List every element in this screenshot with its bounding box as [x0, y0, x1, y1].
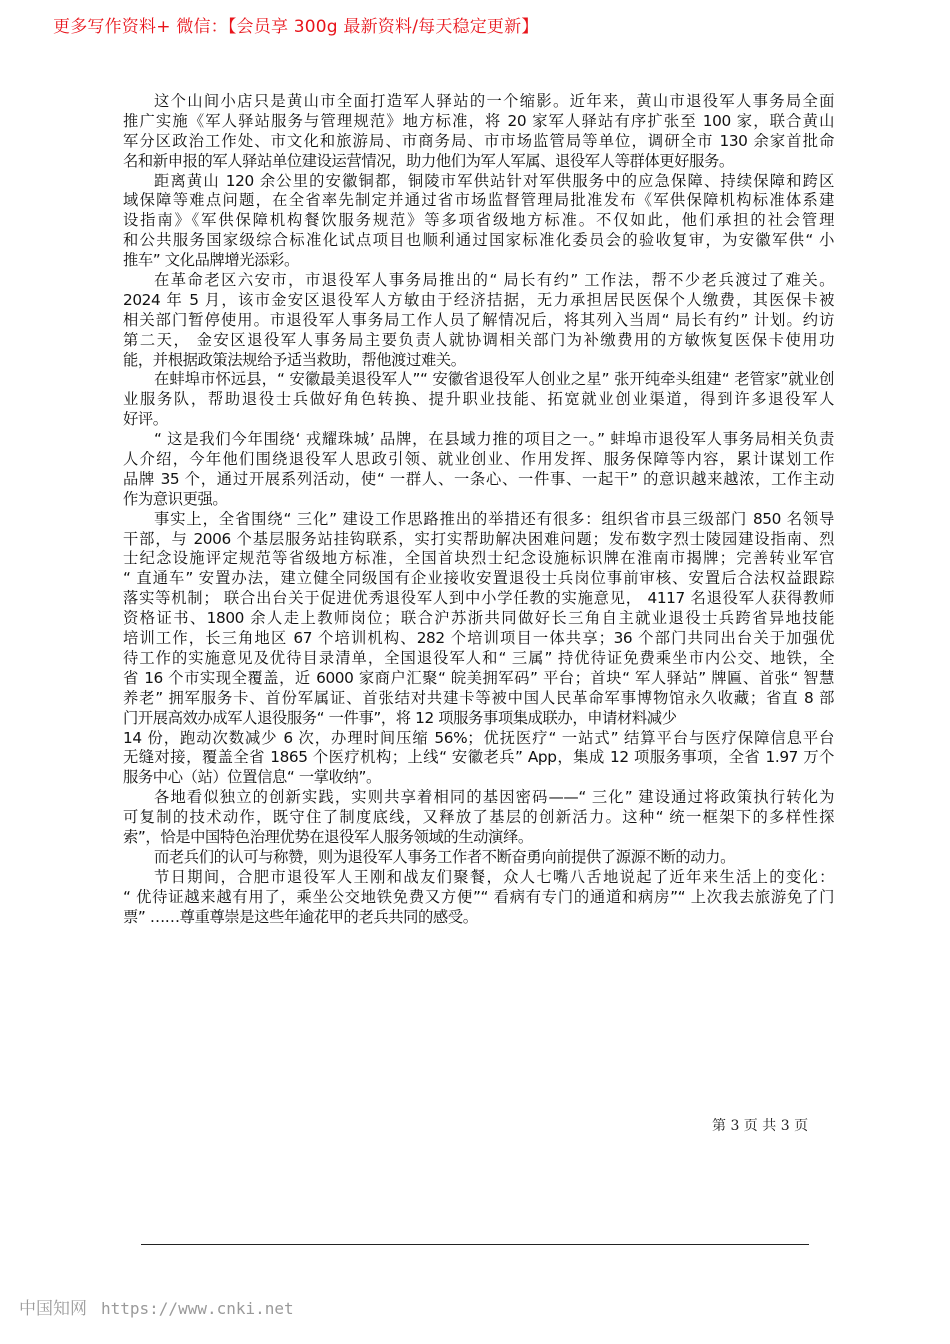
paragraph-line: 省 16 个市实现全覆盖，近 6000 家商户汇聚“ 皖美拥军码” 平台；首块“ 军人驿站” 牌匾、首张“ 智慧: [123, 668, 834, 687]
paragraph: [123, 271, 834, 370]
paragraph: [123, 510, 834, 788]
paragraph-line: 干部，与 2006 个基层服务站挂钩联系，实打实帮助解决困难问题；发布数字烈士陵园建设指南、烈: [123, 529, 834, 548]
paragraph-line: 无缝对接，覆盖全省 1865 个医疗机构；上线“ 安徽老兵” App，集成 12 项服务事项，全省 1.97 万个: [123, 748, 834, 767]
paragraph-line: 这个山间小店只是黄山市全面打造军人驿站的一个缩影。近年来，黄山市退役军人事务局全面: [154, 92, 834, 110]
paragraph: [123, 430, 834, 510]
footer-url[interactable]: https://www.cnki.net: [101, 1299, 294, 1318]
paragraph-line: 军分区政治工作处、市文化和旅游局、市商务局、市市场监管局等单位，调研全市 130 余家首批命: [123, 131, 834, 150]
paragraph-line: “ 优待证越来越有用了，乘坐公交地铁免费又方便”“ 看病有专门的通道和病房”“ 上次我去旅游免了门: [123, 887, 834, 906]
promo-banner: 更多写作资料+ 微信：【会员享 300g 最新资料/每天稳定更新】: [53, 17, 539, 37]
paragraph-line: “ 直通车” 安置办法，建立健全同级国有企业接收安置退役士兵岗位事前审核、安置后合法权益跟踪: [123, 569, 834, 588]
paragraph-line: 人介绍，今年他们围绕退役军人思政引领、就业创业、作用发挥、服务保障等内容，累计谋划工作: [123, 450, 834, 469]
paragraph-line: 相关部门暂停使用。市退役军人事务局工作人员了解情况后，将其列入当周“ 局长有约” 计划。约访: [123, 310, 834, 329]
paragraph-line: 名和新申报的军人驿站单位建设运营情况，助力他们为军人军属、退役军人等群体更好服务。: [123, 151, 734, 170]
article-body: [123, 92, 834, 927]
paragraph-line: 域保障等难点问题，在全省率先制定并通过省市场监督管理局批准发布《军供保障机构标准体系建: [123, 191, 834, 210]
paragraph-line: 养老” 拥军服务卡、首份军属证、首张结对共建卡等被中国人民革命军事博物馆永久收藏；省直 8 部: [123, 688, 834, 707]
paragraph: [123, 92, 834, 172]
paragraph-line: 可复制的技术动作，既守住了制度底线，又释放了基层的创新活力。这种“ 统一框架下的多样性探: [123, 808, 834, 827]
paragraph: [123, 848, 834, 868]
paragraph-line: 2024 年 5 月，该市金安区退役军人方敏由于经济拮据，无力承担居民医保个人缴费，其医保卡被: [123, 290, 834, 309]
paragraph-line: 在蚌埠市怀远县，“ 安徽最美退役军人”“ 安徽省退役军人创业之星” 张开纯牵头组建“ 老管家”就业创: [154, 370, 834, 389]
paragraph-line: 资格证书、1800 余人走上教师岗位；联合沪苏浙共同做好长三角自主就业退役士兵跨省异地技能: [123, 609, 834, 628]
paragraph-line: 14 份，跑动次数减少 6 次，办理时间压缩 56%；优抚医疗“ 一站式” 结算平台与医疗保障信息平台: [123, 728, 834, 747]
paragraph-line: 票” ……尊重尊崇是这些年逾花甲的老兵共同的感受。: [123, 907, 478, 926]
paragraph-line: 而老兵们的认可与称赞，则为退役军人事务工作者不断奋勇向前提供了源源不断的动力。: [154, 847, 735, 866]
paragraph-line: 作为意识更强。: [123, 489, 228, 508]
paragraph-line: 能，并根据政策法规给予适当救助，帮他渡过难关。: [123, 350, 466, 369]
paragraph-line: 距离黄山 120 余公里的安徽铜都，铜陵市军供站针对军供服务中的应急保障、持续保障和跨区: [154, 171, 834, 190]
paragraph-line: 第二天， 金安区退役军人事务局主要负责人就协调相关部门为补缴费用的方敏恢复医保卡使用功: [123, 330, 834, 349]
paragraph-line: 好评。: [123, 410, 168, 429]
paragraph: [123, 172, 834, 271]
paragraph-line: 设指南》《军供保障机构餐饮服务规范》等多项省级地方标准。不仅如此，他们承担的社会管理: [123, 211, 834, 230]
paragraph-line: 待工作的实施意见及优待目录清单，全国退役军人和“ 三属” 持优待证免费乘坐市内公交、地铁，全: [123, 648, 834, 667]
footer-site-name: 中国知网: [19, 1299, 87, 1319]
paragraph-line: 推广实施《军人驿站服务与管理规范》地方标准，将 20 家军人驿站有序扩张至 100 家，联合黄山: [123, 111, 834, 130]
paragraph-line: 培训工作，长三角地区 67 个培训机构、282 个培训项目一体共享；36 个部门共同出台关于加强优: [123, 629, 834, 648]
paragraph-line: 服务中心（站）位置信息“ 一掌收纳”。: [123, 768, 381, 787]
paragraph-line: 业服务队，帮助退役士兵做好角色转换、提升职业技能、拓宽就业创业渠道，得到许多退役军人: [123, 390, 834, 409]
paragraph-line: 品牌 35 个，通过开展系列活动，使“ 一群人、一条心、一件事、一起干” 的意识越来越浓，工作主动: [123, 469, 834, 488]
paragraph-line: 各地看似独立的创新实践，实则共享着相同的基因密码——“ 三化” 建设通过将政策执行转化为: [154, 788, 834, 807]
paragraph-line: “ 这是我们今年围绕‘ 戎耀珠城’ 品牌，在县域力推的项目之一。” 蚌埠市退役军人事务局相关负责: [154, 430, 834, 449]
paragraph-line: 在革命老区六安市，市退役军人事务局推出的“ 局长有约” 工作法，帮不少老兵渡过了难关。: [154, 271, 834, 290]
paragraph-line: 门开展高效办成军人退役服务“ 一件事”，将 12 项服务事项集成联办，申请材料减少: [123, 708, 677, 727]
footer-divider: [141, 1244, 809, 1245]
paragraph-line: 节日期间，合肥市退役军人王刚和战友们聚餐，众人七嘴八舌地说起了近年来生活上的变化：: [154, 867, 834, 886]
paragraph: [123, 868, 834, 928]
paragraph-line: 士纪念设施评定规范等省级地方标准，全国首块烈士纪念设施标识牌在淮南市揭牌；完善转业军官: [123, 549, 834, 568]
paragraph-line: 和公共服务国家级综合标准化试点项目也顺利通过国家标准化委员会的验收复审，为安徽军供“ 小: [123, 231, 834, 250]
paragraph-line: 落实等机制； 联合出台关于促进优秀退役军人到中小学任教的实施意见， 4117 名退役军人获得教师: [123, 589, 834, 608]
paragraph-line: 事实上，全省围绕“ 三化” 建设工作思路推出的举措还有很多：组织省市县三级部门 850 名领导: [154, 509, 834, 528]
footer-watermark: [19, 1294, 294, 1319]
paragraph-line: 索”，恰是中国特色治理优势在退役军人服务领域的生动演绎。: [123, 827, 533, 846]
paragraph: [123, 370, 834, 430]
paragraph-line: 推车” 文化品牌增光添彩。: [123, 251, 299, 270]
paragraph: [123, 788, 834, 848]
page-number: 第 3 页 共 3 页: [712, 1118, 809, 1134]
